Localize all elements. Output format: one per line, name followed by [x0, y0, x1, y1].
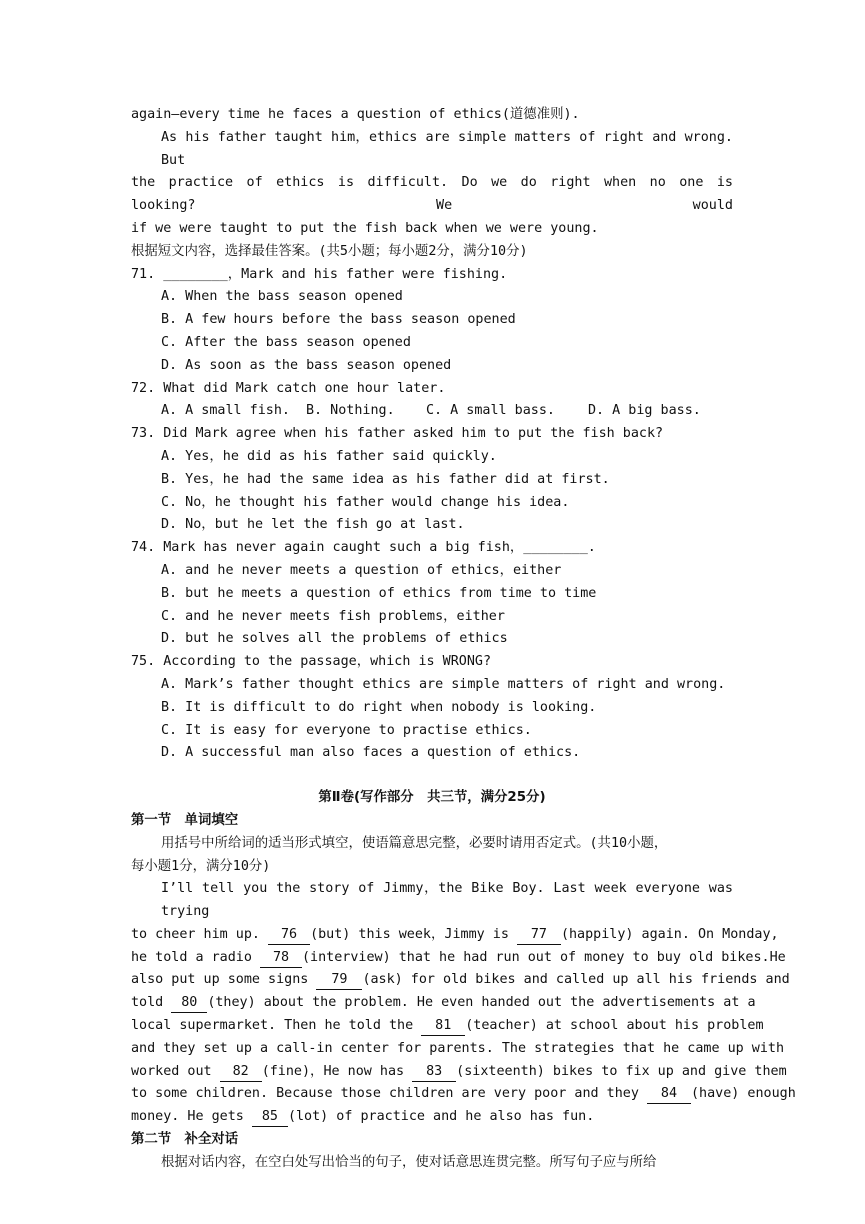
blank-79: 79	[316, 971, 362, 990]
part-title: 第Ⅱ卷(写作部分 共三节，满分25分)	[318, 790, 546, 806]
cloze-line: told 80 (they) about the problem. He even handed out the advertisements at a	[131, 992, 733, 1015]
answer-option: A. A small fish.	[161, 403, 290, 419]
blank-85: 85	[252, 1108, 288, 1127]
question-stem: 72. What did Mark catch one hour later.	[131, 380, 446, 396]
reading-instruction: 根据短文内容，选择最佳答案。(共5小题；每小题2分，满分10分)	[131, 243, 528, 259]
answer-option: C. It is easy for everyone to practise ethics.	[161, 722, 532, 738]
blank-76: 76	[268, 926, 310, 945]
answer-option: C. A small bass.	[426, 403, 555, 419]
answer-option: D. A successful man also faces a question of ethics.	[161, 745, 581, 761]
passage-line: As his father taught him，ethics are simple matters of right and wrong. But	[161, 129, 733, 168]
exam-page	[131, 104, 796, 1175]
passage-line: if we were taught to put the fish back when we were young.	[131, 220, 599, 236]
section-instruction: 每小题1分，满分10分)	[131, 858, 271, 874]
question-stem: 71. ________，Mark and his father were fishing.	[131, 266, 508, 282]
question-stem: 73. Did Mark agree when his father asked him to put the fish back?	[131, 426, 664, 442]
answer-option: B. Nothing.	[306, 403, 395, 419]
section-title: 第二节 补全对话	[131, 1132, 239, 1148]
answer-option: B. but he meets a question of ethics from time to time	[161, 585, 597, 601]
cloze-line: local supermarket. Then he told the 81 (teacher) at school about his problem	[131, 1015, 733, 1038]
answer-option: B. A few hours before the bass season opened	[161, 312, 516, 328]
blank-80: 80	[171, 994, 207, 1013]
cloze-line: also put up some signs 79 (ask) for old bikes and called up all his friends and	[131, 969, 733, 992]
cloze-line: money. He gets 85 (lot) of practice and he also has fun.	[131, 1106, 733, 1129]
answer-option: C. After the bass season opened	[161, 334, 411, 350]
blank-83: 83	[412, 1063, 456, 1082]
section-instruction: 根据对话内容，在空白处写出恰当的句子，使对话意思连贯完整。所写句子应与所给	[161, 1154, 657, 1170]
answer-options-row	[131, 400, 733, 423]
question-stem: 75. According to the passage，which is WRONG?	[131, 654, 492, 670]
section-instruction: 用括号中所给词的适当形式填空，使语篇意思完整，必要时请用否定式。(共10小题，	[161, 835, 668, 851]
blank-81: 81	[421, 1017, 465, 1036]
answer-option: D. A big bass.	[588, 403, 701, 419]
answer-option: A. Mark’s father thought ethics are simple matters of right and wrong.	[161, 676, 726, 692]
passage-line: again—every time he faces a question of ethics(道德准则).	[131, 107, 580, 122]
question-stem: 74. Mark has never again caught such a big fish，________.	[131, 540, 596, 556]
answer-option: C. and he never meets fish problems，either	[161, 608, 505, 624]
cloze-line: I’ll tell you the story of Jimmy，the Bike Boy. Last week everyone was trying	[161, 881, 733, 920]
cloze-line: he told a radio 78 (interview) that he had run out of money to buy old bikes.He	[131, 947, 733, 970]
cloze-line: to some children. Because those children are very poor and they 84 (have) enough	[131, 1083, 733, 1106]
answer-option: D. but he solves all the problems of ethics	[161, 631, 508, 647]
blank-77: 77	[517, 926, 561, 945]
answer-option: B. It is difficult to do right when nobody is looking.	[161, 699, 597, 715]
passage-line: the practice of ethics is difficult. Do we do right when no one is looking? We would	[131, 175, 733, 214]
spacer	[131, 765, 733, 787]
answer-option: A. When the bass season opened	[161, 289, 403, 305]
cloze-line: and they set up a call-in center for parents. The strategies that he came up with	[131, 1040, 785, 1056]
section-title: 第一节 单词填空	[131, 812, 239, 828]
blank-82: 82	[220, 1063, 262, 1082]
answer-option: C. No，he thought his father would change his idea.	[161, 494, 570, 510]
answer-option: A. and he never meets a question of ethics，either	[161, 562, 562, 578]
cloze-line: worked out 82 (fine)，He now has 83 (sixteenth) bikes to fix up and give them	[131, 1061, 733, 1084]
blank-78: 78	[260, 949, 302, 968]
cloze-line: to cheer him up. 76 (but) this week，Jimmy is 77 (happily) again. On Monday,	[131, 924, 733, 947]
blank-84: 84	[647, 1085, 691, 1104]
answer-option: B. Yes，he had the same idea as his father did at first.	[161, 471, 610, 487]
answer-option: D. As soon as the bass season opened	[161, 357, 452, 373]
answer-option: D. No，but he let the fish go at last.	[161, 517, 465, 533]
answer-option: A. Yes，he did as his father said quickly.	[161, 448, 497, 464]
